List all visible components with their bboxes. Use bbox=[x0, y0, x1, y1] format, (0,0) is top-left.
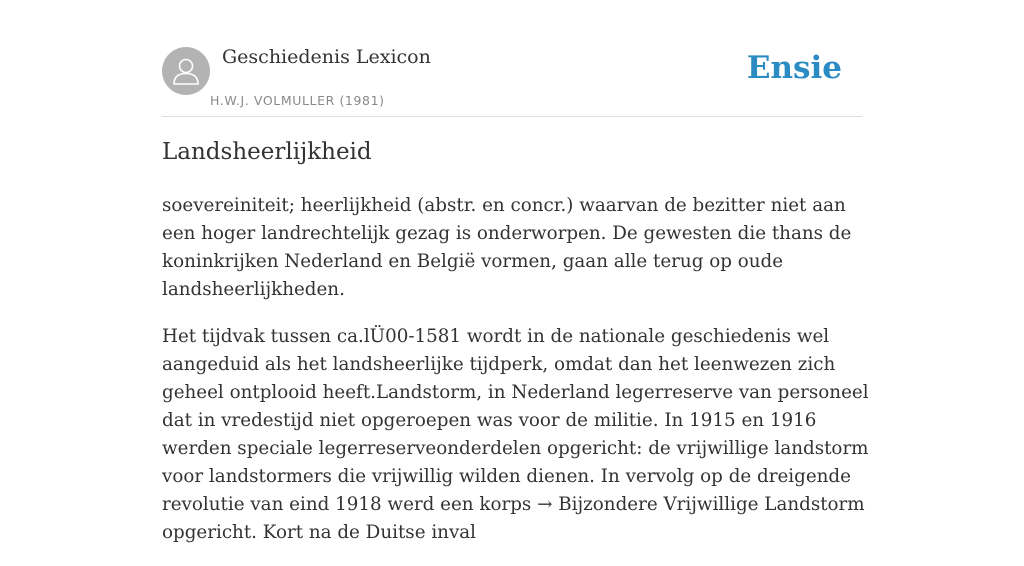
article-body bbox=[162, 192, 872, 566]
user-outline-icon bbox=[162, 47, 210, 95]
source-author: H.W.J. VOLMULLER (1981) bbox=[210, 93, 385, 108]
article-paragraph: soevereiniteit; heerlijkheid (abstr. en concr.) waarvan de bezitter niet aan een hoger landrechtelijk gezag is onderworpen. De gewesten die thans de koninkrijken Nederland en België vormen, gaan alle terug op oude landsheerlijkheden. bbox=[162, 195, 852, 300]
article-paragraph: Het tijdvak tussen ca.lÜ00-1581 wordt in de nationale geschiedenis wel aangeduid als het landsheerlijke tijdperk, omdat dan het leenwezen zich geheel ontplooid heeft.Landstorm, in Nederland legerreserve van personeel dat in vredestijd niet opgeroepen was voor de militie. In 1915 en 1916 werden speciale legerreserveonderdelen opgericht: de vrijwillige landstorm voor landstormers die vrijwillig wilden dienen. In vervolg op de dreigende revolutie van eind 1918 werd een korps → Bijzondere Vrijwillige Landstorm opgericht. Kort na de Duitse inval bbox=[162, 326, 869, 543]
ensie-logo-link[interactable]: Ensie bbox=[746, 50, 842, 86]
article-title: Landsheerlijkheid bbox=[162, 139, 372, 165]
source-title[interactable]: Geschiedenis Lexicon bbox=[222, 46, 431, 68]
source-header bbox=[162, 44, 862, 117]
